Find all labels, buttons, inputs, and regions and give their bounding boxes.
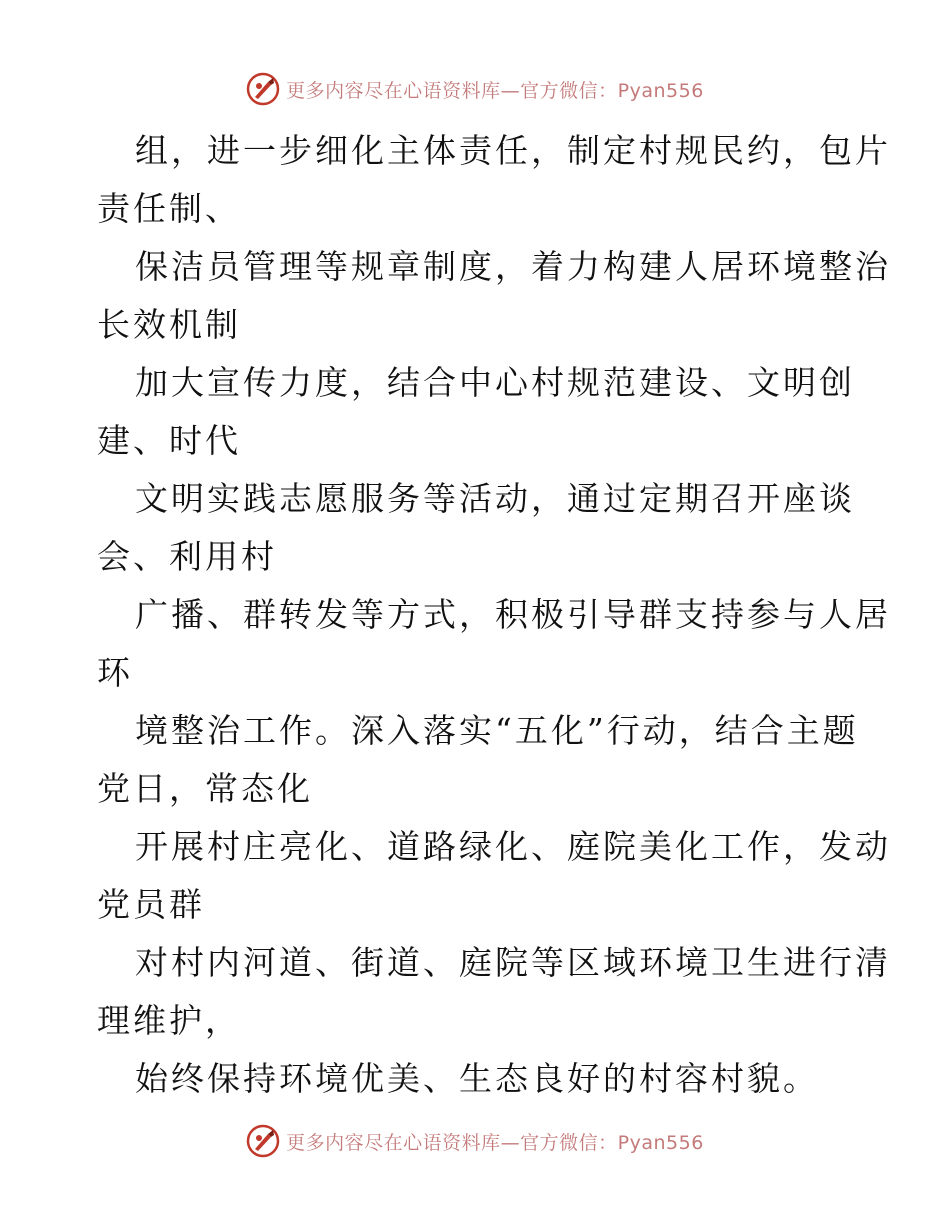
paragraph-line: 对村内河道、街道、庭院等区域环境卫生进行清 [135, 943, 891, 982]
paragraph-continuation: 建、时代 [97, 421, 241, 460]
paragraph-line: 境整治工作。深入落实“五化”行动，结合主题 [135, 711, 859, 750]
paragraph [97, 934, 891, 1050]
paragraph [97, 470, 857, 586]
paragraph-continuation: 会、利用村 [97, 537, 277, 576]
paragraph [97, 238, 891, 354]
paragraph [97, 1050, 857, 1108]
paragraph [97, 702, 857, 818]
paragraph-continuation: 理维护， [97, 1001, 241, 1040]
paragraph [97, 818, 891, 934]
quill-pen-logo-icon [246, 72, 280, 106]
header-watermark [0, 72, 950, 106]
paragraph-line: 保洁员管理等规章制度，着力构建人居环境整治 [135, 247, 891, 286]
paragraph-line: 文明实践志愿服务等活动，通过定期召开座谈 [135, 479, 855, 518]
paragraph-line: 组，进一步细化主体责任，制定村规民约，包片 [135, 131, 891, 170]
quill-pen-logo-icon [246, 1124, 280, 1158]
watermark-text: 更多内容尽在心语资料库—官方微信：Pyan556 [286, 79, 704, 102]
paragraph-line: 开展村庄亮化、道路绿化、庭院美化工作，发动 [135, 827, 891, 866]
paragraph [97, 122, 891, 238]
paragraph [97, 354, 857, 470]
paragraph-line: 始终保持环境优美、生态良好的村容村貌。 [135, 1059, 819, 1098]
paragraph-line: 加大宣传力度，结合中心村规范建设、文明创 [135, 363, 855, 402]
paragraph-continuation: 责任制、 [97, 189, 241, 228]
document-body [97, 122, 891, 1108]
footer-watermark [0, 1124, 950, 1158]
paragraph-line: 广播、群转发等方式，积极引导群支持参与人居 [135, 595, 891, 634]
paragraph-continuation: 党员群 [97, 885, 205, 924]
watermark-text: 更多内容尽在心语资料库—官方微信：Pyan556 [286, 1131, 704, 1154]
paragraph [97, 586, 891, 702]
paragraph-continuation: 环 [97, 653, 133, 692]
paragraph-continuation: 长效机制 [97, 305, 241, 344]
paragraph-continuation: 党日，常态化 [97, 769, 313, 808]
